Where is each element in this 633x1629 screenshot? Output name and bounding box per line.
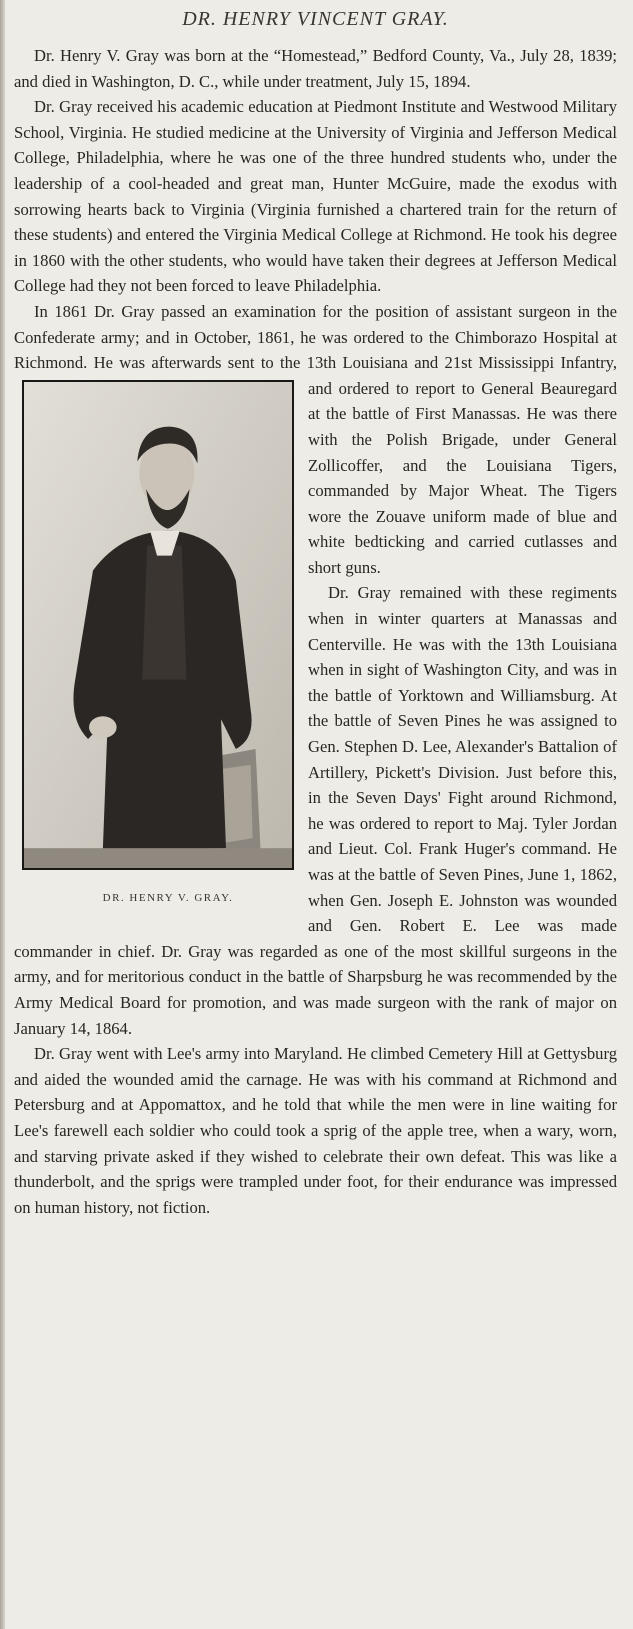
paragraph-birth: Dr. Henry V. Gray was born at the “Homestead,” Bedford County, Va., July 28, 1839; and died in Washington, D. C., while under treatment, July 15, 1894. [14,46,617,91]
paragraph-maryland: Dr. Gray went with Lee's army into Maryland. He climbed Cemetery Hill at Gettysburg and aided the wounded amid the carnage. He was with his command at Richmond and Petersburg and at Appomattox, and he told that while the men were in line waiting for Lee's farewell each soldier who could took a sprig of the apple tree, when a wary, worn, and starving private asked if they wished to celebrate their own defeat. This was like a thunderbolt, and the sprigs were trampled under foot, for their endurance was impressed on human history, not fiction. [14,1044,617,1217]
paragraph-education: Dr. Gray received his academic education at Piedmont Institute and Westwood Military School, Virginia. He studied medicine at the University of Virginia and Jefferson Medical College, Philadelphia, where he was one of the three hundred students who, under the leadership of a cool-headed and great man, Hunter McGuire, made the exodus with sorrowing hearts back to Virginia (Virginia furnished a chartered train for the return of these students) and entered the Virginia Medical College at Richmond. He took his degree in 1860 with the other students, who would have taken their degrees at Jefferson Medical College had they not been forced to leave Philadelphia. [14,97,617,296]
portrait-photo [22,380,294,870]
portrait-figure [22,380,294,912]
paragraph-service-text-continued: 21st Mississippi Infantry, and ordered to report to General Beauregard at the battle of First Manassas. He was there with the Polish Brigade, under General Zollicoffer, and the Louisiana Tigers, commanded by Major Wheat. The Tigers wore the Zouave uniform made of blue and white bedticking and carried cutlasses and short guns. [308,353,617,577]
paragraph-service-text: In 1861 Dr. Gray passed an examination for the position of assistant surgeon in the Confederate army; and in October, 1861, he was ordered to the Chimborazo Hospital at Richmond. He was afterwards sent to the 13th Louisiana and [14,301,617,373]
article-title: DR. HENRY VINCENT GRAY. [182,8,449,30]
paragraph-winter-quarters: Dr. Gray remained with these regiments when in winter quarters at Manassas and Centerville. He was with the 13th Louisiana when in sight of Washington City, and was in the battle of Yorktown and Williamsburg. At the battle of Seven Pines he was assigned to Gen. Stephen D. Lee, Alexander's Battalion of Artillery, Pickett's Division. Just before this, in the Seven Days' Fight around Richmond, he was ordered to report to Maj. Tyler Jordan and Lieut. Col. Frank Huger's command. He was at the battle of Seven Pines, June 1, 1862, when Gen. Joseph E. Johnston was wounded and Gen. Robert E. Lee was made commander in chief. Dr. Gray was regarded as one of the most skillful surgeons in the army, and for meritorious conduct in the battle of Sharpsburg he was recommended by the Army Medical Board for promotion, and was made surgeon with the rank of major on January 14, 1864. [14,583,617,1038]
portrait-caption: DR. HENRY V. GRAY. [102,891,234,904]
